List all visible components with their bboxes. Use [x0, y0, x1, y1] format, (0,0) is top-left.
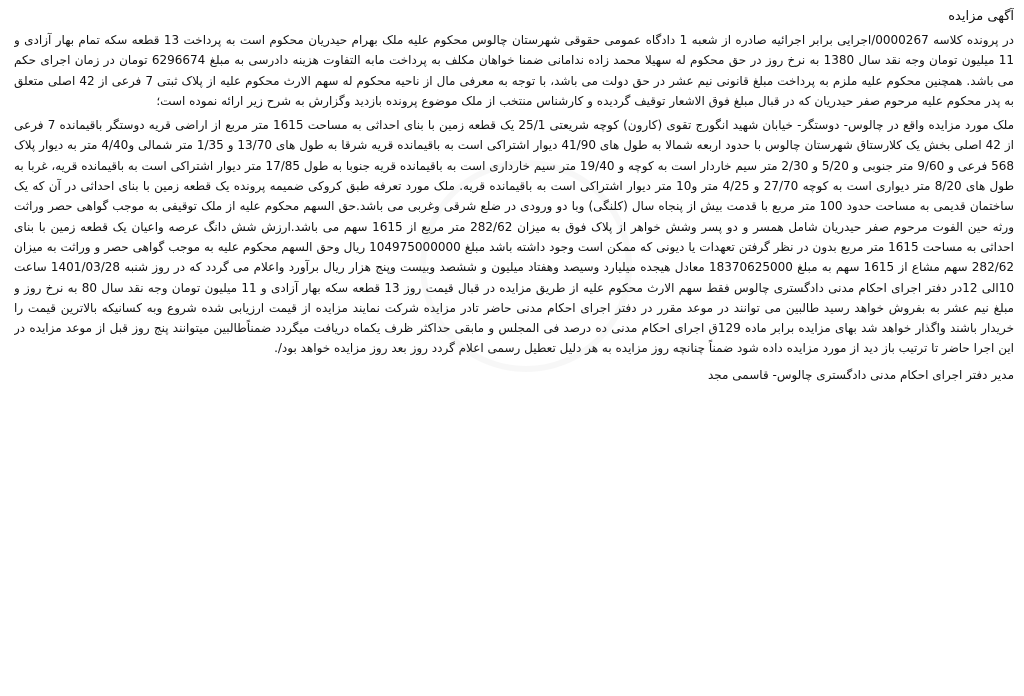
notice-title: آگهی مزایده [948, 9, 1014, 24]
notice-signature: مدیر دفتر اجرای احکام مدنی دادگستری چالوس- قاسمی مجد [708, 367, 1014, 382]
auction-notice [14, 0, 1014, 696]
notice-paragraph-case: در پرونده کلاسه 0000267/اجرایی برابر اجرائیه صادره از شعبه 1 دادگاه عمومی حقوقی شهرستان چالوس محکوم علیه ملک بهرام حیدریان محکوم است به پرداخت 13 قطعه سکه تمام بهار آزادی و 11 میلیون تومان وجه نقد سال 1380 به نرخ روز در حق محکوم له سهیلا محمد زاده ندامانی ضمنا خواهان مکلف به پرداخت مابه التفاوت هزینه دادرسی به مبلغ 6296674 تومان در زمان اجرای حکم می باشد. همچنین محکوم علیه ملزم به پرداخت مبلغ قانونی نیم عشر در حق دولت می باشد، با توجه به معرفی مال از ناحیه محکوم له سهم الارث محکوم علیه از پلاک ثبتی 7 فرعی از 42 اصلی متعلق به پدر محکوم علیه مرحوم صفر حیدریان که در قبال مبلغ فوق الاشعار توقیف گردیده و کارشناس منتخب از ملک موضوع پرونده بازدید وگزارش به شرح زیر ارائه نموده است؛ [14, 33, 1014, 108]
notice-paragraph-property: ملک مورد مزایده واقع در چالوس- دوستگر- خیابان شهید انگورج تقوی (کارون) کوچه شریعتی 25/1 یک قطعه زمین با بنای احداثی به مساحت 1615 متر مربع از اراضی قریه دوستگر باقیمانده 7 فرعی از 42 اصلی بخش یک کلارستاق شهرستان چالوس با حدود اربعه شمالا به طول های 41/90 دیوار اشتراکی است به باقیمانده قریه شرقا به طول های 13/70 و 1/35 متر شمالی و4/40 متر به دیوار پلاک 568 فرعی و 9/60 متر جنوبی و 5/20 و 2/30 متر سیم خاردار است به کوچه و 19/40 متر سیم خارداری است به باقیمانده قریه جنوبا به طول 17/85 متر دیوار اشتراکی است به باقیمانده قریه، غربا به طول های 8/20 متر دیواری است به کوچه 27/70 و 4/25 متر و10 متر دیوار اشتراکی است به باقیمانده قریه. ملک مورد تعرفه طبق کروکی ضمیمه پرونده یک قطعه زمین با بنای احداثی در آن که یک ساختمان قدیمی به مساحت حدود 100 متر مربع با قدمت بیش از پنجاه سال (کلنگی) وبا دو ورودی در ضلع شرقی وغربی می باشد.حق السهم محکوم علیه از ملک توقیفی به موجب گواهی حصر وراثت ورثه حین الفوت مرحوم صفر حیدریان شامل همسر و دو پسر وشش خواهر از پلاک فوق به میزان 282/62 متر مربع از 1615 سهم می باشد.ارزش شش دانگ عرصه واعیان یک قطعه زمین با بنای احداثی به مساحت 1615 متر مربع بدون در نظر گرفتن تعهدات یا دیونی که ممکن است وجود داشته باشد مبلغ 104975000000 ریال وحق السهم محکوم علیه به موجب گواهی حصر و وراثت به میزان 282/62 سهم مشاع از 1615 سهم به مبلغ 18370625000 معادل هیجده میلیارد وسیصد وهفتاد میلیون و ششصد وبیست وپنج هزار ریال برآورد واعلام می گردد که در روز شنبه 1401/03/28 ساعت 10الی 12در دفتر اجرای احکام مدنی دادگستری چالوس فقط سهم الارث محکوم علیه از طریق مزایده در قبال قیمت روز 13 قطعه سکه بهار آزادی و 11 میلیون تومان وجه نقد سال 80 به نرخ روز و مبلغ نیم عشر به بفروش خواهد رسید طالبین می توانند در موعد مقرر در دفتر اجرای احکام مدنی حاضر تادر مزایده شرکت نمایند مزایده از قیمت ارزیابی شده شروع وبه کسانیکه بالاترین قیمت را خریدار باشند واگذار خواهد شد بهای مزایده برابر ماده 129ق اجرای احکام مدنی ده درصد فی المجلس و مابقی حداکثر ظرف یکماه دریافت میگردد ضمناًطالبین میتوانند پنج روز قبل از موعد مزایده در این اجرا حاضر تا ترتیب باز دید از مورد مزایده داده شود ضمناً چنانچه روز مزایده به هر دلیل تعطیل رسمی اعلام گردد روز بعد روز مزایده خواهد بود/. [14, 118, 1014, 356]
